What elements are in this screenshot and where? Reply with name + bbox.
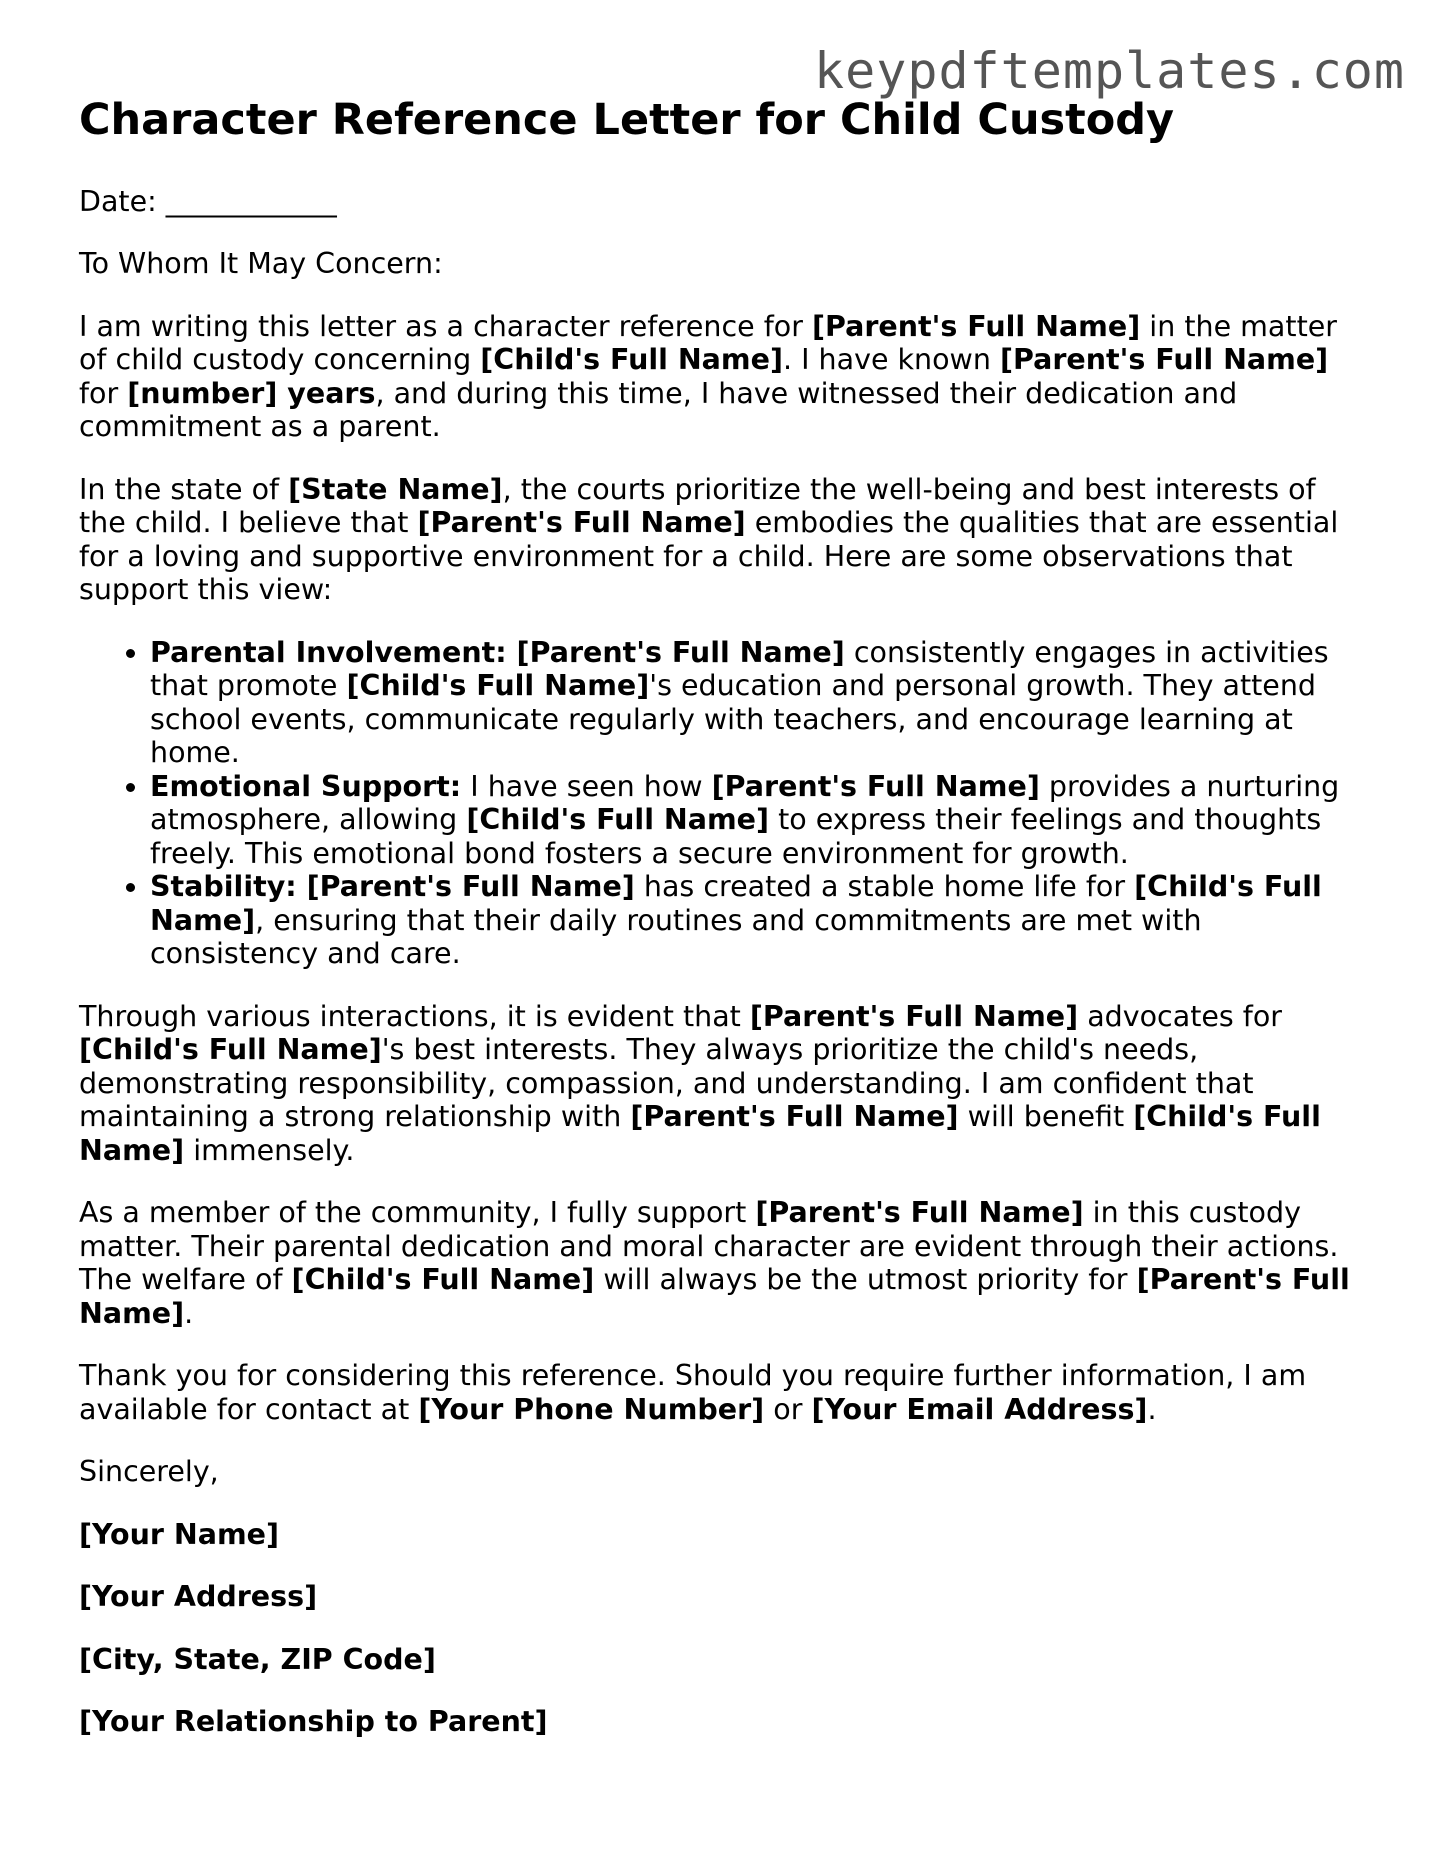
salutation: To Whom It May Concern:: [79, 247, 443, 281]
paragraph-thanks: Thank you for considering this reference. Should you require further information, I am available for contact at [Your Phone Number] or [Your Email Address].: [79, 1359, 1307, 1426]
date-line: Date: ____________: [79, 184, 337, 218]
list-item: • Stability: [Parent's Full Name] has created a stable home life for [Child's Full Name], ensuring that their daily routines and commitments are met with consistency and care.: [150, 870, 1369, 971]
letter-page: [79, 95, 1369, 1768]
signature-relationship: [Your Relationship to Parent]: [79, 1705, 548, 1739]
watermark: keypdftemplates.com: [814, 42, 1405, 100]
list-item: • Emotional Support: I have seen how [Parent's Full Name] provides a nurturing atmosphere, allowing [Child's Full Name] to express their feelings and thoughts freely. This emotional bond fosters a secure environment for growth.: [150, 770, 1369, 871]
signature-address: [Your Address]: [79, 1580, 318, 1614]
list-item: • Parental Involvement: [Parent's Full Name] consistently engages in activities that promote [Child's Full Name]'s education and personal growth. They attend school events, communicate regularly with teachers, and encourage learning at home.: [150, 636, 1369, 770]
closing: Sincerely,: [79, 1455, 219, 1489]
page-title: Character Reference Letter for Child Custody: [79, 95, 1175, 145]
observations-list: [79, 636, 1369, 971]
signature-city: [City, State, ZIP Code]: [79, 1642, 436, 1676]
paragraph-community: As a member of the community, I fully support [Parent's Full Name] in this custody matter. Their parental dedication and moral character are evident through their actions. The welfare of [Child's Full Name] will always be the utmost priority for [Parent's Full Name].: [79, 1196, 1350, 1330]
paragraph-state: In the state of [State Name], the courts prioritize the well-being and best interests of the child. I believe that [Parent's Full Name] embodies the qualities that are essential for a loving and supportive environment for a child. Here are some observations that support this view:: [79, 472, 1339, 607]
signature-name: [Your Name]: [79, 1517, 280, 1551]
paragraph-interactions: Through various interactions, it is evident that [Parent's Full Name] advocates for [Child's Full Name]'s best interests. They always prioritize the child's needs, demonstrating responsibility, compassion, and understanding. I am confident that maintaining a strong relationship with [Parent's Full Name] will benefit [Child's Full Name] immensely.: [79, 999, 1321, 1167]
paragraph-intro: I am writing this letter as a character reference for [Parent's Full Name] in the matter of child custody concerning [Child's Full Name]. I have known [Parent's Full Name] for [number] years, and during this time, I have witnessed their dedication and commitment as a parent.: [79, 309, 1337, 444]
